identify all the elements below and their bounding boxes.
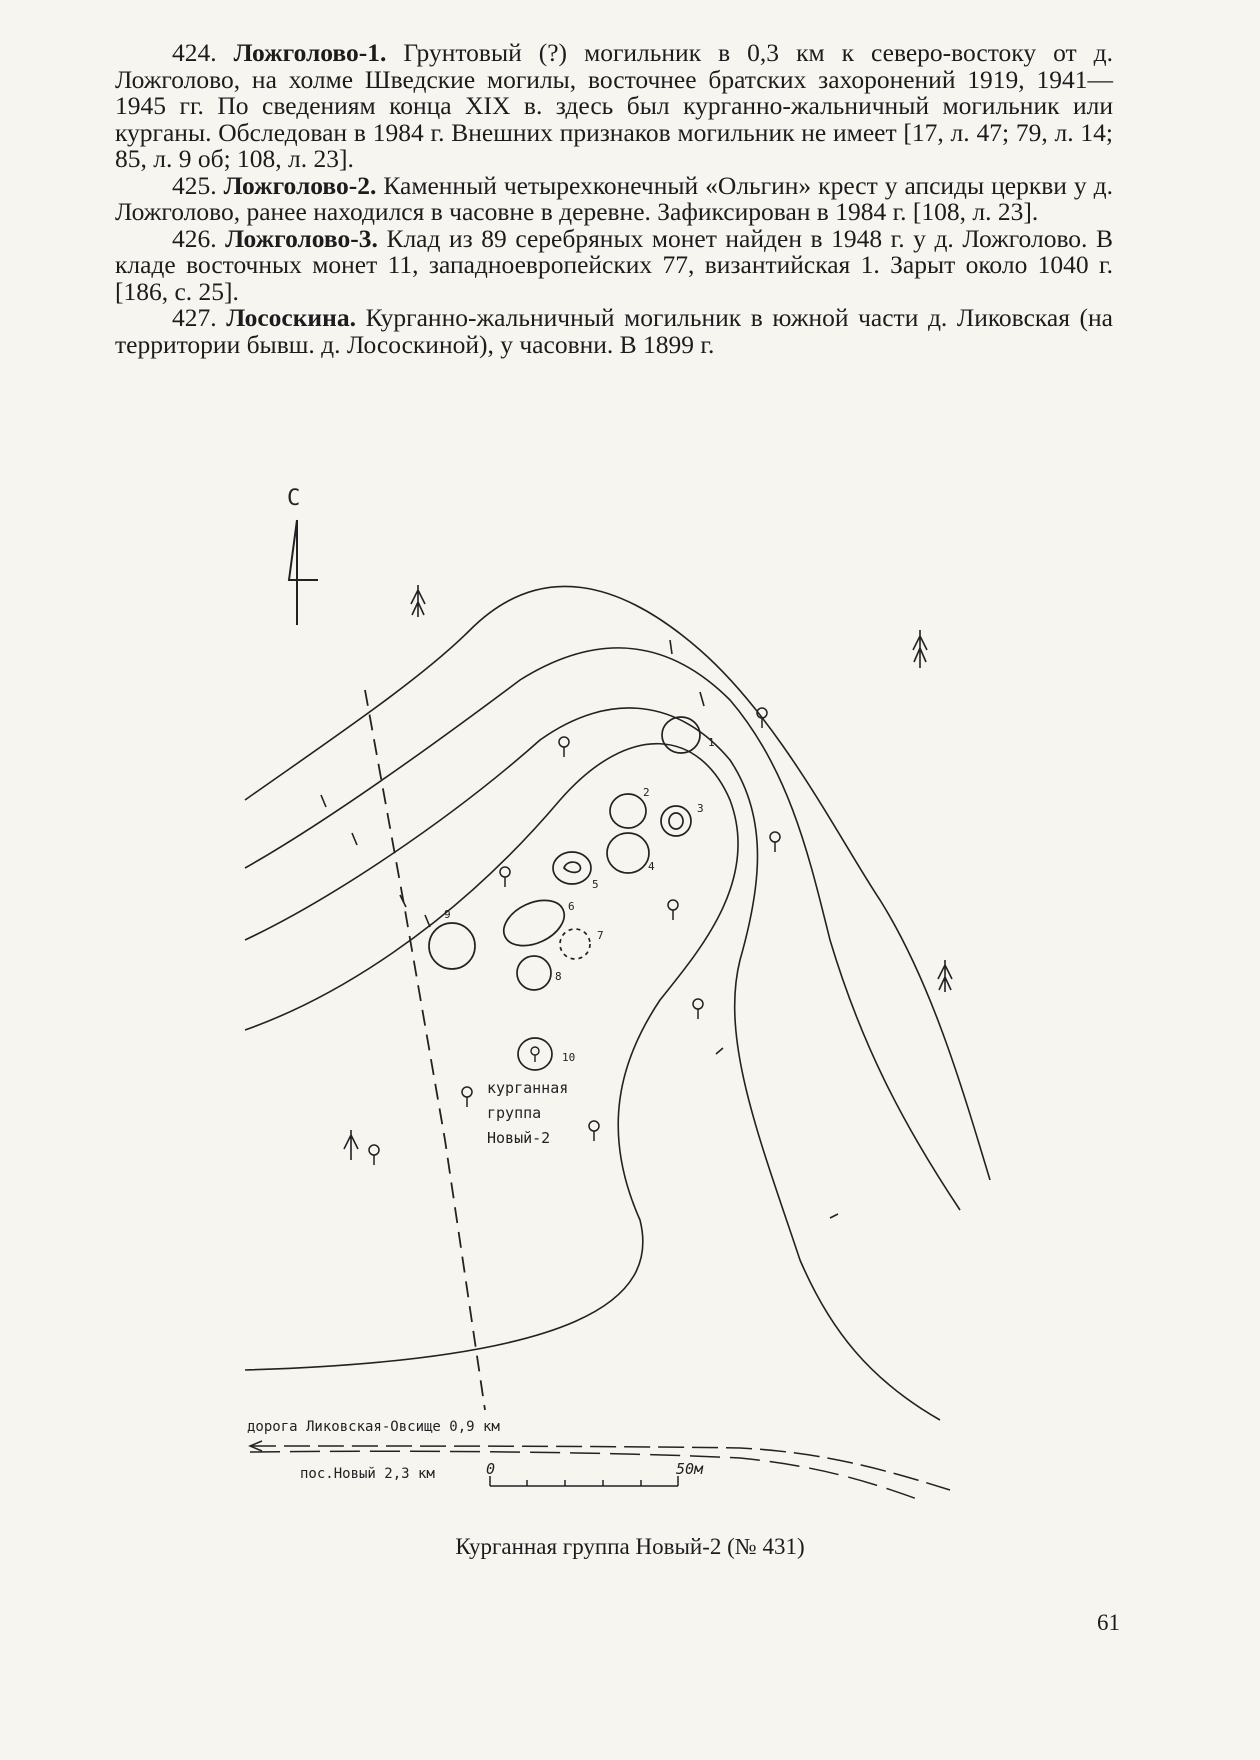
entry-text: Грунтовый (?) могильник в 0,3 км к северо-востоку от д. Ложголово, на холме Шведские могилы, восточнее братских захоронений 1919, 1941—1945 гг. По сведениям конца XIX в. здесь был курганно-жальничный могильник или курганы. Обследован в 1984 г. Внешних признаков могильник не имеет [17, л. 47; 79, л. 14; 85, л. 9 об; 108, л. 23]. [115, 38, 1114, 173]
mound-3-inner [669, 813, 683, 829]
entry-424 [115, 40, 1113, 173]
scale-end-label: 50м [676, 1460, 704, 1478]
site-map-figure [240, 470, 1000, 1525]
boundary-line [365, 690, 485, 1410]
road-label: дорога Ликовская-Овсище 0,9 км [247, 1419, 500, 1435]
entry-text: Клад из 89 серебряных монет найден в 1948 г. у д. Ложголово. В кладе восточных монет 11, западноевропейских 77, византийская 1. Зарыт около 1040 г. [186, с. 25]. [115, 223, 1113, 306]
mound-number-9: 9 [444, 908, 451, 921]
mound-number-8: 8 [555, 970, 562, 983]
group-label-line-3: Новый-2 [487, 1129, 551, 1147]
entry-title: Лососкина. [226, 303, 356, 332]
mound-6 [497, 891, 572, 954]
entry-title: Ложголово-3. [225, 223, 378, 253]
mound-number-5: 5 [592, 878, 599, 891]
entry-number: 424. [172, 38, 217, 67]
mound-10 [518, 1038, 552, 1070]
site-map [240, 470, 1000, 1525]
entry-425 [115, 170, 1114, 226]
mound-number-10: 10 [562, 1051, 576, 1064]
mound-number-7: 7 [597, 929, 604, 942]
scale-bar [490, 1476, 678, 1486]
entry-number: 427. [172, 303, 217, 332]
group-label-line-1: курганная [487, 1079, 569, 1097]
entry-title: Ложголово-2. [223, 170, 377, 200]
mound-4 [607, 833, 649, 873]
entry-number: 426. [172, 223, 217, 253]
mound-3 [661, 806, 691, 836]
mound-2 [610, 794, 646, 828]
text-block [115, 40, 1113, 358]
mound-8 [517, 956, 551, 990]
mound-5-pit [564, 862, 580, 872]
entry-number: 425. [172, 170, 217, 200]
settlement-label: пос.Новый 2,3 км [300, 1466, 435, 1482]
entry-text: Курганно-жальничный могильник в южной части д. Ликовская (на территории бывш. д. Лососкиной), у часовни. В 1899 г. [115, 303, 1113, 359]
group-label-line-2: группа [487, 1104, 542, 1122]
mound-7 [560, 929, 590, 959]
mound-number-1: 1 [708, 736, 715, 749]
mound-5 [553, 852, 591, 884]
entry-427 [115, 305, 1113, 358]
north-arrow-icon [289, 520, 318, 625]
north-label: С [287, 486, 301, 511]
contour-lines [245, 586, 990, 1420]
entry-text: Каменный четырехконечный «Ольгин» крест у апсиды церкви у д. Ложголово, ранее находился в часовне в деревне. Зафиксирован в 1984 г. [108, л. 23]. [115, 170, 1114, 226]
entry-title: Ложголово-1. [233, 38, 387, 67]
mound-10-bush [531, 1047, 539, 1062]
mound-number-3: 3 [697, 802, 704, 815]
entry-426 [115, 223, 1113, 306]
scale-start-label: 0 [486, 1460, 496, 1478]
figure-caption: Курганная группа Новый-2 (№ 431) [455, 1534, 805, 1559]
mound-number-2: 2 [643, 786, 650, 799]
mound-number-6: 6 [568, 900, 575, 913]
mound-9 [429, 923, 475, 969]
group-label [487, 1079, 568, 1147]
page-number: 61 [1097, 1610, 1120, 1635]
mound-number-4: 4 [648, 860, 655, 873]
